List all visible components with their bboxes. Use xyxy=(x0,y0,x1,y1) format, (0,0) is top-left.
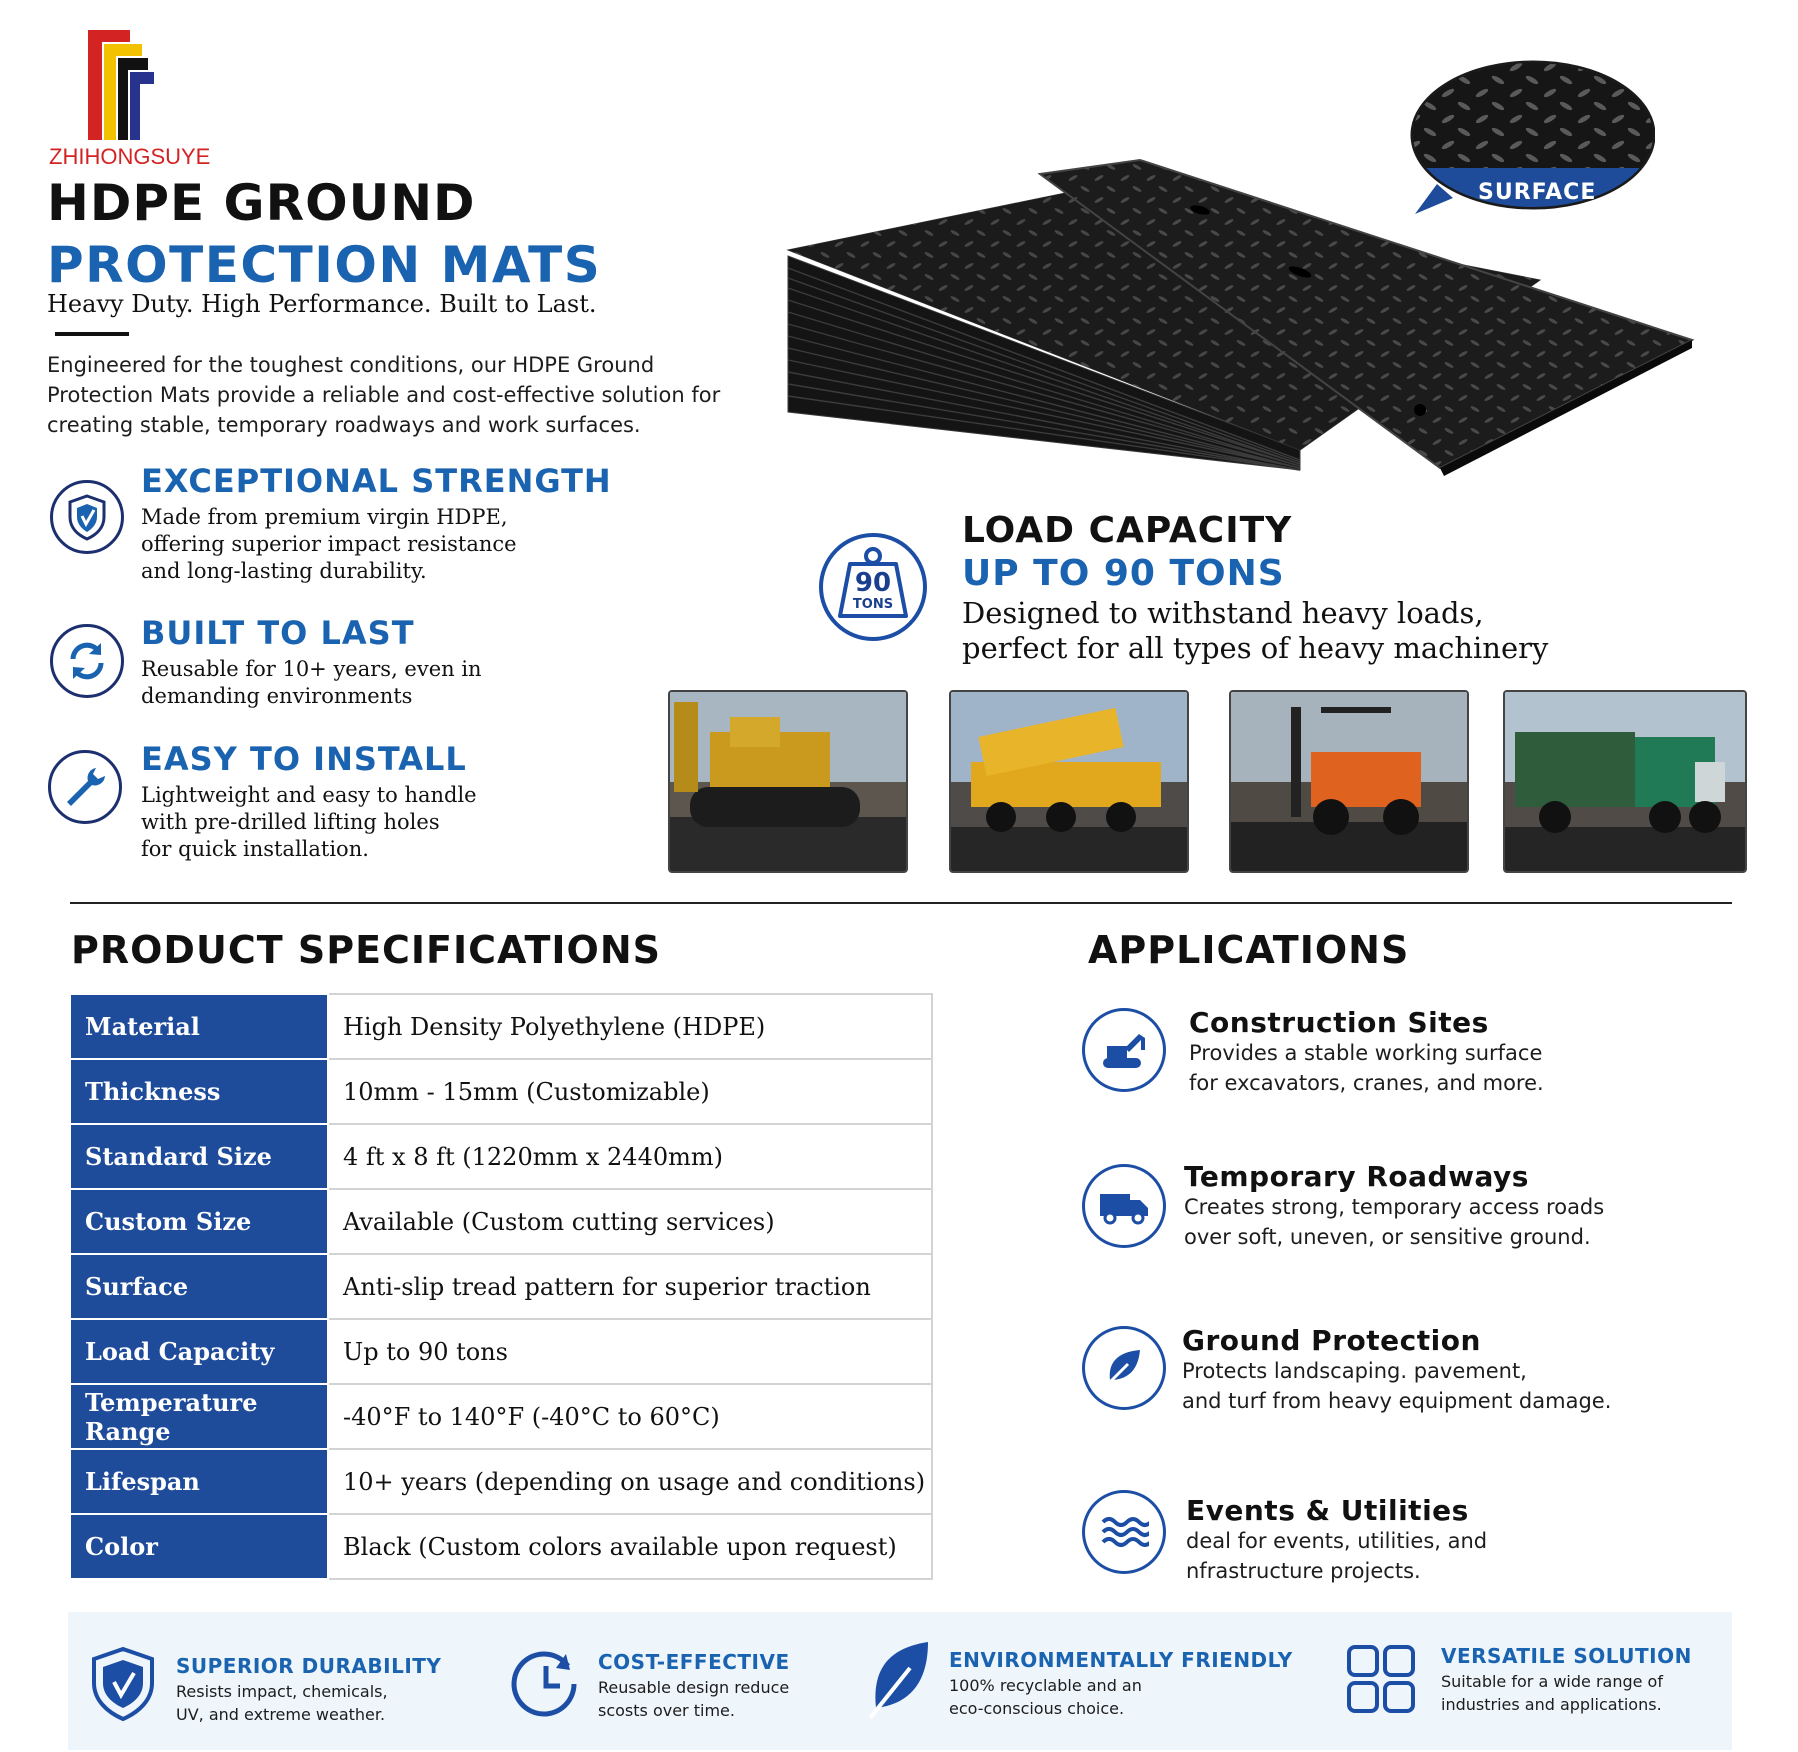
clock-icon xyxy=(508,1646,584,1726)
spec-label: Standard Size xyxy=(70,1124,328,1189)
app-line: and turf from heavy equipment damage. xyxy=(1182,1389,1612,1413)
truck-icon xyxy=(1082,1164,1166,1248)
benefit-line: Suitable for a wide range of xyxy=(1441,1672,1663,1691)
feature-line: and long-lasting durability. xyxy=(141,559,427,583)
feature-body xyxy=(141,504,517,585)
load-capacity-subtitle: UP TO 90 TONS xyxy=(962,553,1285,594)
spec-value: 10+ years (depending on usage and conditions) xyxy=(328,1449,932,1514)
intro-paragraph: Engineered for the toughest conditions, our HDPE Ground Protection Mats provide a reliable and cost-effective solution for creating stable, temporary roadways and work surfaces. xyxy=(47,353,721,437)
app-item-title: Events & Utilities xyxy=(1186,1494,1469,1527)
table-row xyxy=(70,1514,932,1579)
section-divider xyxy=(70,902,1732,904)
load-line: Designed to withstand heavy loads, xyxy=(962,596,1484,630)
crane-photo xyxy=(949,690,1189,873)
benefit-body xyxy=(949,1674,1142,1720)
feature-body xyxy=(141,656,482,710)
app-icon-wrap xyxy=(1082,1008,1166,1092)
load-line: perfect for all types of heavy machinery xyxy=(962,631,1549,665)
applications-title: APPLICATIONS xyxy=(1088,928,1410,972)
page-title-line2: PROTECTION MATS xyxy=(47,236,602,294)
weight-badge-unit: TONS xyxy=(852,597,894,612)
feature-title: EASY TO INSTALL xyxy=(141,740,467,778)
benefit-line: industries and applications. xyxy=(1441,1695,1662,1714)
app-item-body xyxy=(1189,1038,1544,1098)
brand-name: ZHIHONGSUYE xyxy=(49,144,211,169)
app-item-title: Ground Protection xyxy=(1182,1324,1481,1357)
spec-value: Up to 90 tons xyxy=(328,1319,932,1384)
benefit-line: UV, and extreme weather. xyxy=(176,1705,386,1724)
feature-title: BUILT TO LAST xyxy=(141,614,415,652)
table-row xyxy=(70,1449,932,1514)
app-icon-wrap xyxy=(1082,1164,1166,1248)
shield-icon xyxy=(50,480,124,554)
table-row xyxy=(70,1384,932,1449)
benefit-title: COST-EFFECTIVE xyxy=(598,1650,790,1674)
load-capacity-title: LOAD CAPACITY xyxy=(962,510,1293,551)
app-line: Protects landscaping. pavement, xyxy=(1182,1359,1527,1383)
table-row xyxy=(70,994,932,1059)
feature-title: EXCEPTIONAL STRENGTH xyxy=(141,462,612,500)
benefit-body xyxy=(1441,1670,1663,1716)
app-item-title: Temporary Roadways xyxy=(1184,1160,1529,1193)
feature-line: for quick installation. xyxy=(141,837,369,861)
app-item-title: Construction Sites xyxy=(1189,1006,1489,1039)
spec-label: Load Capacity xyxy=(70,1319,328,1384)
feature-icon-wrap xyxy=(48,750,122,824)
excavator-icon xyxy=(1082,1008,1166,1092)
specs-title: PRODUCT SPECIFICATIONS xyxy=(71,928,662,972)
benefit-line: 100% recyclable and an xyxy=(949,1676,1142,1695)
refresh-icon xyxy=(50,624,124,698)
benefit-line: Resists impact, chemicals, xyxy=(176,1682,388,1701)
app-item-body xyxy=(1186,1526,1487,1586)
feature-line: Reusable for 10+ years, even in xyxy=(141,657,482,681)
spec-label: Custom Size xyxy=(70,1189,328,1254)
surface-label: SURFACE xyxy=(1478,180,1597,205)
benefit-title: ENVIRONMENTALLY FRIENDLY xyxy=(949,1648,1293,1672)
app-icon-wrap xyxy=(1082,1490,1166,1574)
table-row xyxy=(70,1059,932,1124)
water-waves-icon xyxy=(1082,1490,1166,1574)
truck-photo xyxy=(1503,690,1747,873)
shield-icon xyxy=(88,1646,158,1726)
table-row xyxy=(70,1189,932,1254)
benefit-line: eco-conscious choice. xyxy=(949,1699,1125,1718)
specs-table xyxy=(69,993,933,1580)
feature-body xyxy=(141,782,477,863)
forklift-photo xyxy=(1229,690,1469,873)
spec-value: High Density Polyethylene (HDPE) xyxy=(328,994,932,1059)
load-capacity-body xyxy=(962,596,1548,666)
excavator-photo xyxy=(668,690,908,873)
spec-value: -40°F to 140°F (-40°C to 60°C) xyxy=(328,1384,932,1449)
spec-label: Lifespan xyxy=(70,1449,328,1514)
feature-line: with pre-drilled lifting holes xyxy=(141,810,440,834)
spec-label: Material xyxy=(70,994,328,1059)
spec-value: Anti-slip tread pattern for superior traction xyxy=(328,1254,932,1319)
spec-value: 4 ft x 8 ft (1220mm x 2440mm) xyxy=(328,1124,932,1189)
leaf-icon xyxy=(1082,1326,1166,1410)
spec-label: Thickness xyxy=(70,1059,328,1124)
table-row xyxy=(70,1254,932,1319)
benefit-body xyxy=(598,1676,789,1722)
benefit-line: scosts over time. xyxy=(598,1701,735,1720)
wrench-icon xyxy=(48,750,122,824)
grid-icon xyxy=(1346,1644,1416,1718)
feature-line: Lightweight and easy to handle xyxy=(141,783,477,807)
brand-logo xyxy=(86,28,156,140)
app-line: nfrastructure projects. xyxy=(1186,1559,1421,1583)
spec-value: 10mm - 15mm (Customizable) xyxy=(328,1059,932,1124)
spec-value: Black (Custom colors available upon request) xyxy=(328,1514,932,1579)
spec-label: Surface xyxy=(70,1254,328,1319)
page-title-line1: HDPE GROUND xyxy=(47,174,476,232)
title-underline xyxy=(55,332,129,336)
spec-value: Available (Custom cutting services) xyxy=(328,1189,932,1254)
weight-badge-number: 90 xyxy=(854,568,892,598)
app-line: over soft, uneven, or sensitive ground. xyxy=(1184,1225,1591,1249)
app-line: Provides a stable working surface xyxy=(1189,1041,1543,1065)
feature-line: offering superior impact resistance xyxy=(141,532,517,556)
benefit-title: SUPERIOR DURABILITY xyxy=(176,1654,442,1678)
leaf-icon xyxy=(866,1638,936,1726)
app-item-body xyxy=(1184,1192,1604,1252)
feature-icon-wrap xyxy=(50,480,124,554)
app-line: for excavators, cranes, and more. xyxy=(1189,1071,1544,1095)
table-row xyxy=(70,1319,932,1384)
benefit-title: VERSATILE SOLUTION xyxy=(1441,1644,1692,1668)
benefit-line: Reusable design reduce xyxy=(598,1678,790,1697)
feature-line: demanding environments xyxy=(141,684,413,708)
table-row xyxy=(70,1124,932,1189)
app-line: Creates strong, temporary access roads xyxy=(1184,1195,1605,1219)
feature-line: Made from premium virgin HDPE, xyxy=(141,505,508,529)
app-line: deal for events, utilities, and xyxy=(1186,1529,1488,1553)
benefit-body xyxy=(176,1680,388,1726)
spec-label: Temperature Range xyxy=(70,1384,328,1449)
spec-label: Color xyxy=(70,1514,328,1579)
app-icon-wrap xyxy=(1082,1326,1166,1410)
app-item-body xyxy=(1182,1356,1611,1416)
tagline: Heavy Duty. High Performance. Built to Last. xyxy=(47,290,597,318)
feature-icon-wrap xyxy=(50,624,124,698)
